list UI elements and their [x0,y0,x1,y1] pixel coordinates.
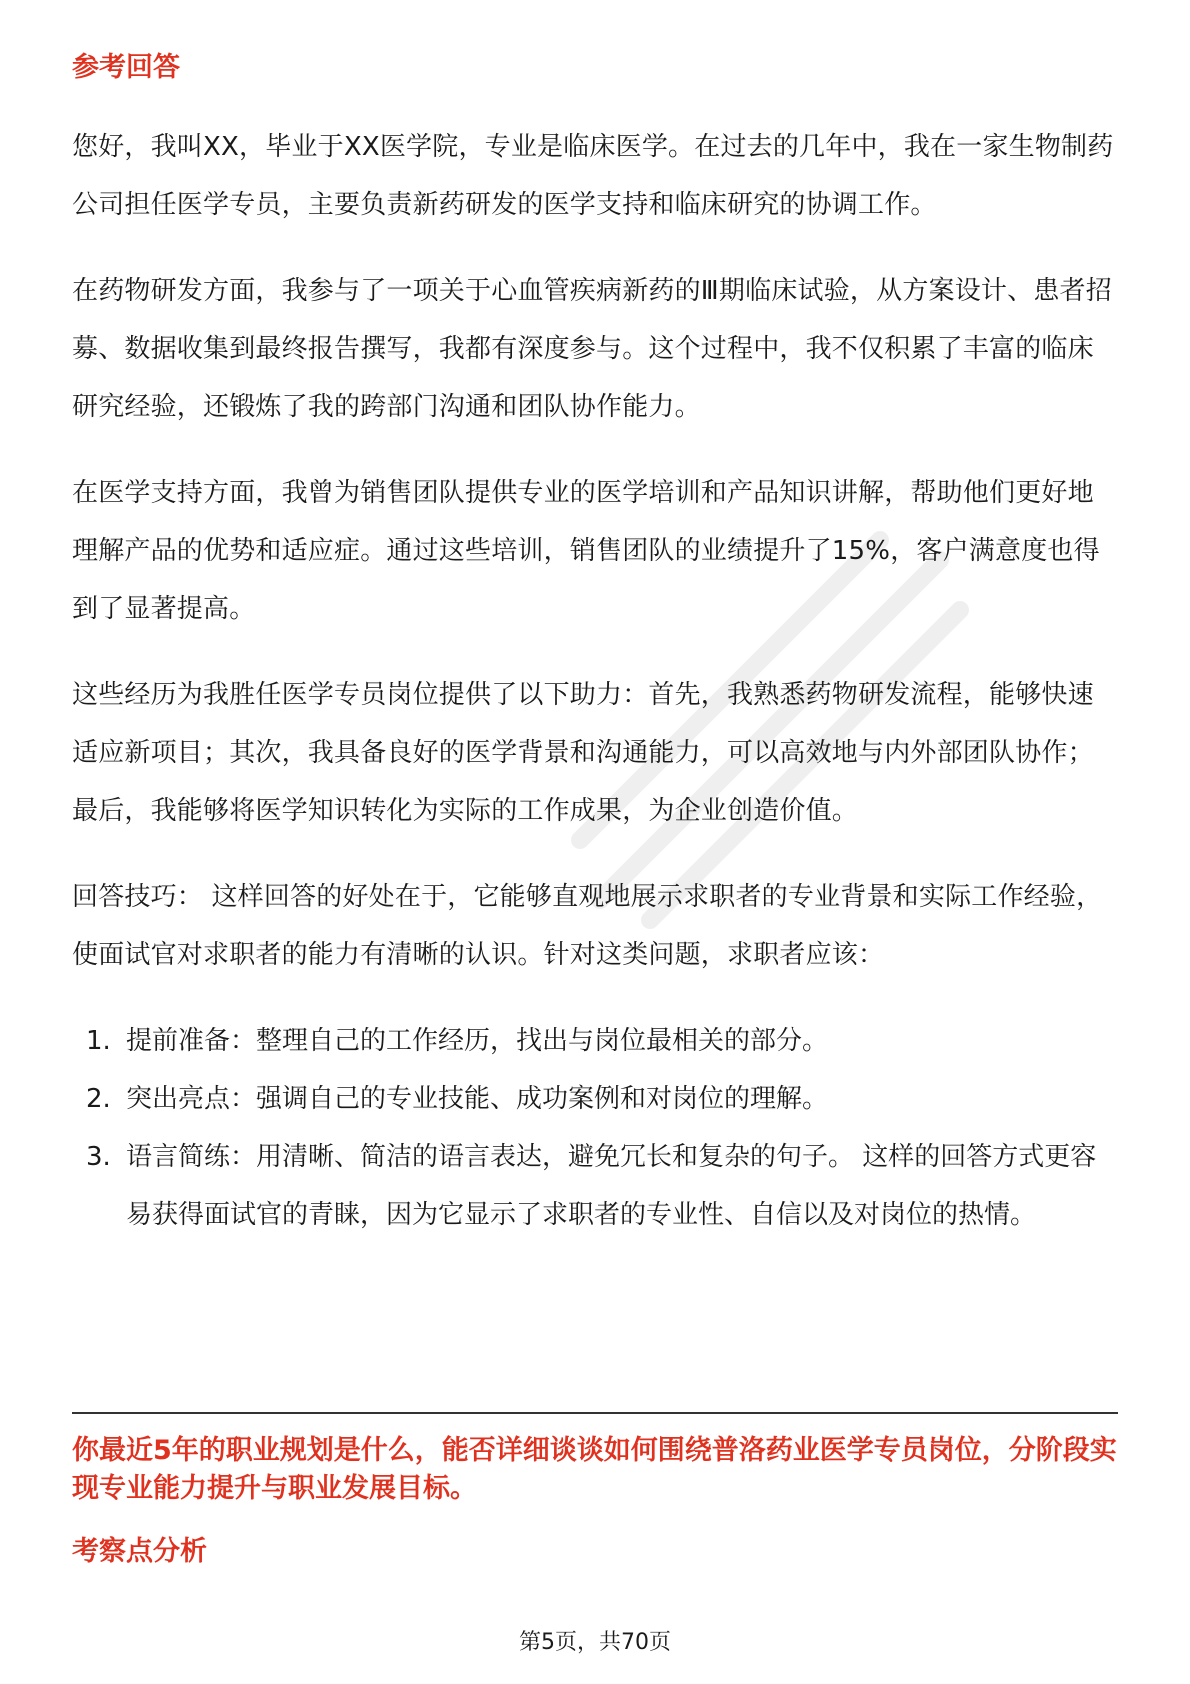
reference-answer-title: 参考回答 [72,52,180,83]
section-divider [72,1412,1118,1414]
answer-paragraph-3: 在医学支持方面，我曾为销售团队提供专业的医学培训和产品知识讲解，帮助他们更好地理解产品的优势和适应症。通过这些培训，销售团队的业绩提升了15%，客户满意度也得到了显著提高。 [72,478,1100,624]
list-item-text: 提前准备：整理自己的工作经历，找出与岗位最相关的部分。 [126,1026,829,1056]
list-item-number: 2. [86,1084,111,1114]
list-item-text: 语言简练：用清晰、简洁的语言表达，避免冗长和复杂的句子。 这样的回答方式更容易获得面试官的青睐，因为它显示了求职者的专业性、自信以及对岗位的热情。 [126,1142,1097,1230]
answer-paragraph-4: 这些经历为我胜任医学专员岗位提供了以下助力：首先，我熟悉药物研发流程，能够快速适应新项目；其次，我具备良好的医学背景和沟通能力，可以高效地与内外部团队协作；最后，我能够将医学知识转化为实际的工作成果，为企业创造价值。 [72,680,1094,826]
list-item-text: 突出亮点：强调自己的专业技能、成功案例和对岗位的理解。 [126,1084,829,1114]
list-item-number: 3. [86,1142,111,1172]
main-content [72,48,1118,1244]
answer-paragraph-2: 在药物研发方面，我参与了一项关于心血管疾病新药的Ⅲ期临床试验，从方案设计、患者招募、数据收集到最终报告撰写，我都有深度参与。这个过程中，我不仅积累了丰富的临床研究经验，还锻炼了我的跨部门沟通和团队协作能力。 [72,276,1112,422]
list-item [72,1128,1118,1244]
tips-label: 回答技巧： [72,882,204,912]
list-item [72,1070,1118,1128]
tips-list [72,1012,1118,1244]
analysis-title: 考察点分析 [72,1536,207,1567]
next-question: 你最近5年的职业规划是什么，能否详细谈谈如何围绕普洛药业医学专员岗位，分阶段实现专业能力提升与职业发展目标。 [72,1435,1117,1504]
tips-paragraph [72,868,1118,984]
tips-text: 这样回答的好处在于，它能够直观地展示求职者的专业背景和实际工作经验，使面试官对求职者的能力有清晰的认识。针对这类问题，求职者应该： [72,882,1103,970]
list-item [72,1012,1118,1070]
list-item-number: 1. [86,1026,111,1056]
page-number: 第5页，共70页 [519,1630,671,1655]
answer-paragraph-1: 您好，我叫XX，毕业于XX医学院，专业是临床医学。在过去的几年中，我在一家生物制药公司担任医学专员，主要负责新药研发的医学支持和临床研究的协调工作。 [72,132,1114,220]
